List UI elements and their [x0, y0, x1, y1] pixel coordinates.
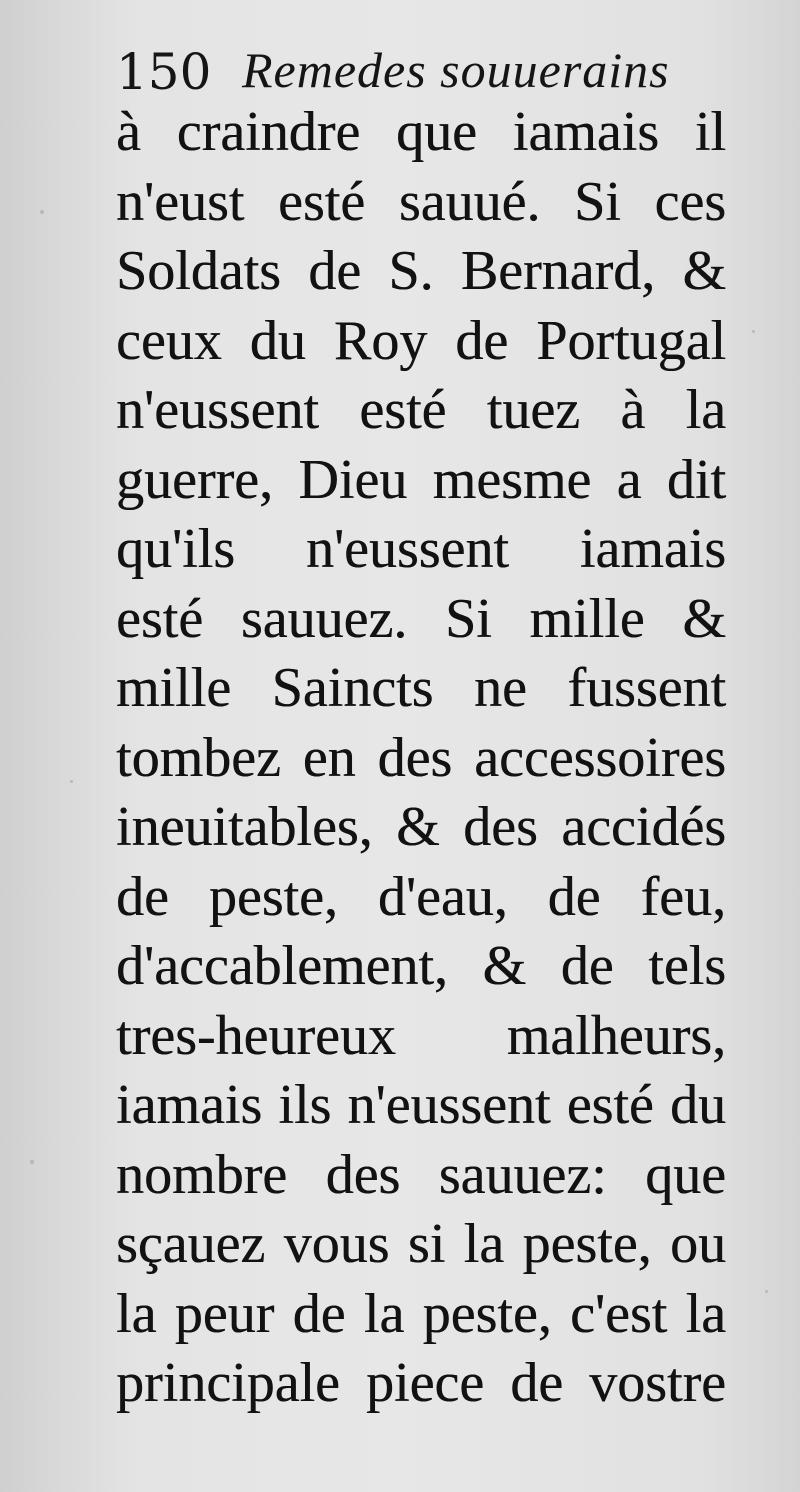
text-line: mille Saincts ne fussent — [116, 657, 726, 719]
page-header — [116, 28, 736, 108]
text-line: esté sauuez. Si mille & — [116, 587, 726, 650]
running-title: Remedes souuerains — [242, 42, 670, 98]
text-line: guerre, Dieu mesme a dit — [116, 448, 726, 511]
text-line: n'eussent esté tuez à la — [116, 379, 726, 441]
text-line: n'eust esté sauué. Si ces — [116, 170, 726, 233]
paper-speck — [30, 1160, 34, 1164]
text-line: la peur de la peste, c'est la — [116, 1282, 726, 1345]
paper-speck — [765, 1290, 768, 1293]
text-line: d'accablement, & de tels — [116, 935, 726, 997]
text-line: tombez en des accessoires — [116, 726, 726, 789]
paper-speck — [752, 330, 755, 333]
text-line: nombre des sauuez: que — [116, 1143, 726, 1206]
paper-speck — [40, 210, 44, 214]
body-text — [116, 98, 726, 1419]
text-line: ineuitables, & des accidés — [116, 796, 726, 858]
text-line: principale piece de vostre — [116, 1352, 726, 1414]
paper-speck — [70, 780, 73, 783]
text-line: tres-heureux malheurs, — [116, 1004, 726, 1067]
text-line: de peste, d'eau, de feu, — [116, 865, 726, 928]
page-number: 150 — [116, 43, 212, 101]
text-line: qu'ils n'eussent iamais — [116, 518, 726, 580]
text-line: iamais ils n'eussent esté du — [116, 1074, 726, 1136]
text-line: ceux du Roy de Portugal — [116, 309, 726, 372]
text-line: sçauez vous si la peste, ou — [116, 1213, 726, 1275]
text-line: Soldats de S. Bernard, & — [116, 240, 726, 302]
text-line: à craindre que iamais il — [116, 101, 726, 163]
